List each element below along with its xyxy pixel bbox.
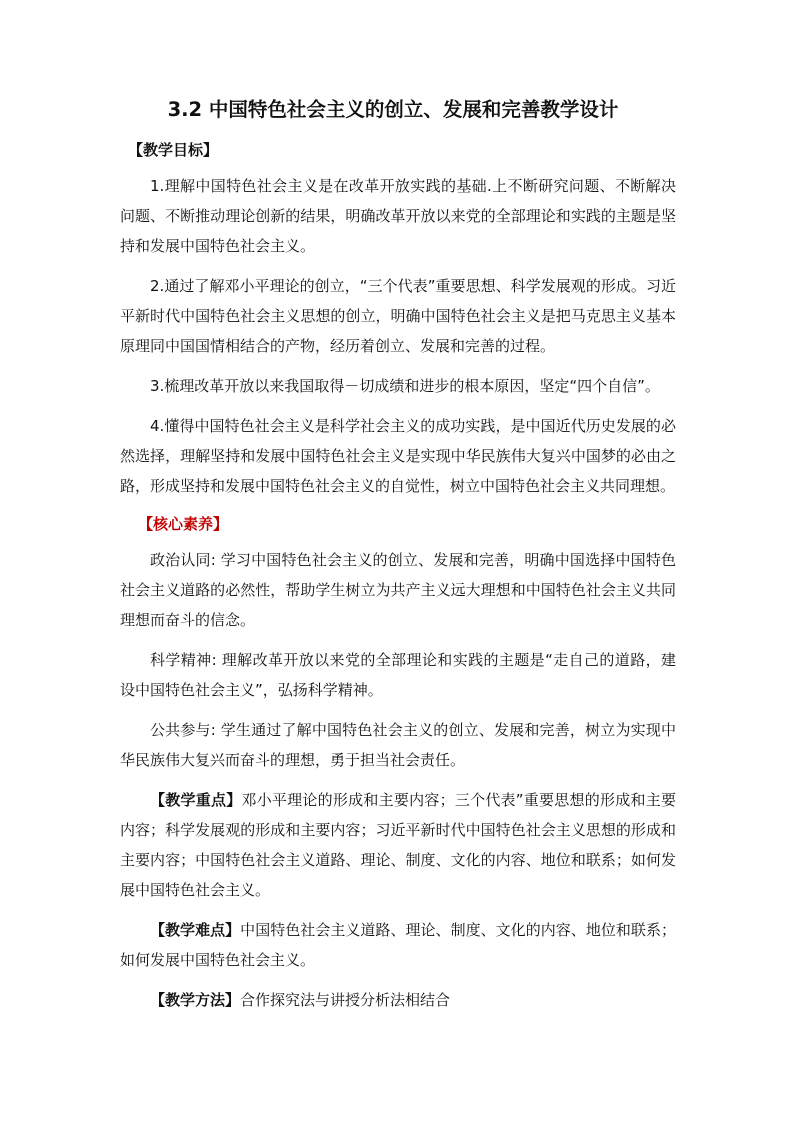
document-body	[120, 96, 676, 1025]
literacy-heading: 【核心素养】	[138, 515, 229, 533]
objectives-heading: 【教学目标】	[128, 141, 219, 159]
key-points-heading: 【教学重点】	[150, 791, 242, 809]
difficulties-paragraph	[120, 915, 676, 975]
methods-heading: 【教学方法】	[150, 991, 241, 1009]
key-points-text: 邓小平理论的形成和主要内容；三个代表”重要思想的形成和主要内容；科学发展观的形成和主要内容；习近平新时代中国特色社会主义思想的形成和主要内容；中国特色社会主义道路、理论、制度、文化的内容、地位和联系；如何发展中国特色社会主义。	[120, 791, 676, 899]
literacy-item-science: 科学精神: 理解改革开放以来党的全部理论和实践的主题是“走自己的道路，建设中国特色社会主义”，弘扬科学精神。	[120, 651, 676, 699]
key-points-paragraph	[120, 785, 676, 905]
difficulties-heading: 【教学难点】	[150, 921, 241, 939]
methods-text: 合作探究法与讲授分析法相结合	[240, 991, 451, 1009]
methods-paragraph	[120, 985, 676, 1015]
literacy-item-public: 公共参与: 学生通过了解中国特色社会主义的创立、发展和完善，树立为实现中华民族伟大复兴而奋斗的理想，勇于担当社会责任。	[120, 721, 676, 769]
page-title: 3.2 中国特色社会主义的创立、发展和完善教学设计	[167, 98, 619, 121]
literacy-item-political: 政治认同: 学习中国特色社会主义的创立、发展和完善，明确中国选择中国特色社会主义道路的必然性，帮助学生树立为共产主义远大理想和中国特色社会主义共同理想而奋斗的信念。	[120, 551, 676, 629]
objective-item-2: 2.通过了解邓小平理论的创立，“三个代表”重要思想、科学发展观的形成。习近平新时代中国特色社会主义思想的创立，明确中国特色社会主义是把马克思主义基本原理同中国国情相结合的产物，经历着创立、发展和完善的过程。	[120, 277, 676, 355]
difficulties-text: 中国特色社会主义道路、理论、制度、文化的内容、地位和联系；如何发展中国特色社会主义。	[120, 921, 676, 969]
objective-item-1: 1.理解中国特色社会主义是在改革开放实践的基础.上不断研究问题、不断解决问题、不断推动理论创新的结果，明确改革开放以来党的全部理论和实践的主题是坚持和发展中国特色社会主义。	[120, 177, 676, 255]
objective-item-4: 4.懂得中国特色社会主义是科学社会主义的成功实践，是中国近代历史发展的必然选择，理解坚持和发展中国特色社会主义是实现中华民族伟大复兴中国梦的必由之路，形成坚持和发展中国特色社会主义的自觉性，树立中国特色社会主义共同理想。	[120, 417, 676, 495]
objective-item-3: 3.梳理改革开放以来我国取得－切成绩和进步的根本原因，坚定“四个自信”。	[150, 377, 660, 395]
